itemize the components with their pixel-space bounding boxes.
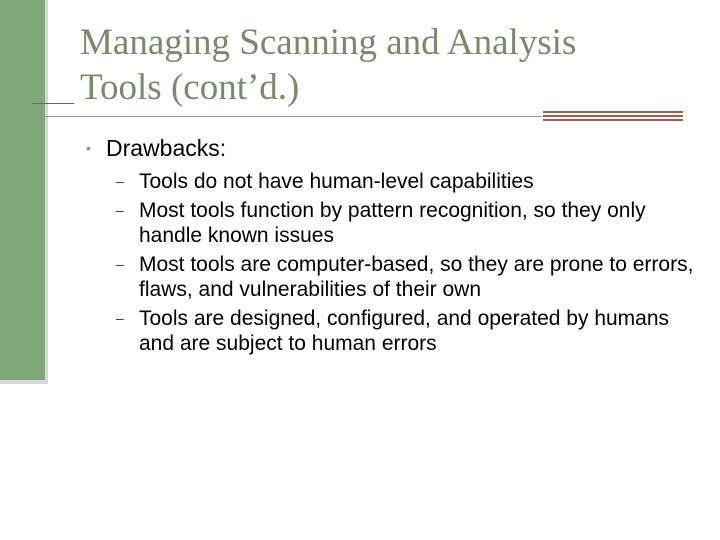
title-rule-left (32, 103, 74, 104)
accent-bar (543, 111, 683, 113)
slide-title (80, 20, 700, 110)
title-line-2: Tools (cont’d.) (80, 67, 300, 108)
bullet-icon: • (86, 140, 91, 156)
sub-bullet-list (86, 169, 696, 356)
dash-icon: – (116, 173, 124, 189)
sub-bullet (86, 169, 696, 194)
title-line-1: Managing Scanning and Analysis (80, 22, 577, 63)
sidebar-bar (0, 0, 45, 380)
title-rule (32, 116, 542, 117)
accent-bar (543, 115, 683, 117)
main-bullet (86, 133, 696, 163)
main-bullet-text: Drawbacks: (106, 135, 227, 161)
sub-bullet (86, 252, 696, 302)
sub-bullet (86, 306, 696, 356)
sidebar-shadow (45, 0, 48, 384)
sub-bullet-text: Most tools function by pattern recognition, so they only handle known issues (139, 199, 646, 247)
sub-bullet-text: Most tools are computer-based, so they are prone to errors, flaws, and vulnerabilities of their own (139, 253, 694, 301)
sub-bullet (86, 198, 696, 248)
sub-bullet-text: Tools are designed, configured, and operated by humans and are subject to human errors (139, 307, 670, 355)
sidebar-shadow-bottom (0, 380, 48, 384)
accent-bar (543, 119, 683, 121)
dash-icon: – (116, 256, 124, 272)
sub-bullet-text: Tools do not have human-level capabilities (139, 170, 534, 193)
accent-bars (543, 111, 683, 123)
dash-icon: – (116, 202, 124, 218)
slide-content (86, 133, 696, 360)
dash-icon: – (116, 310, 124, 326)
